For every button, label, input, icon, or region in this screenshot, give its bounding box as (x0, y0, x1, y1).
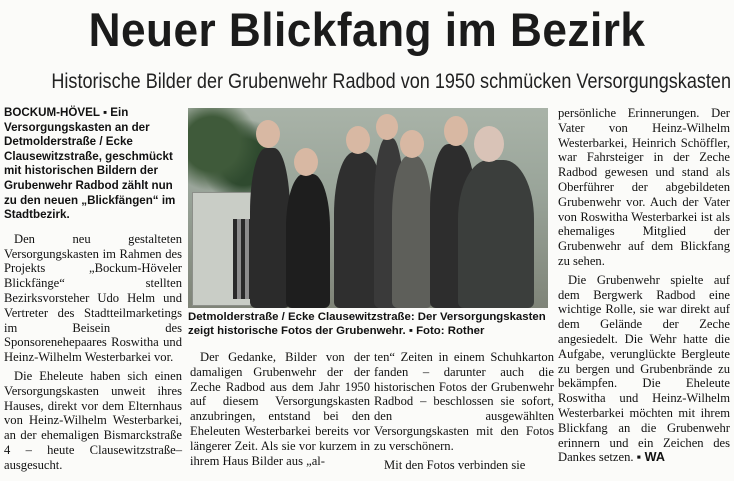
article-column-1 (4, 106, 182, 473)
body-paragraph: Der Gedanke, Bilder von der damaligen Grubenwehr der der Zeche Radbod aus dem Jahr 1950 auf diesem Versorgungskasten anzubringen, entstand bei den Eheleuten Westerbarkei bereits vor längerer Zeit. Als sie vor kurzem in ihrem Haus Bilder aus „al- (190, 350, 370, 468)
body-paragraph: Den neu gestalteten Versorgungskasten im Rahmen des Projekts „Bockum-Höveler Blickfänge“ stellten Bezirksvorsteher Udo Helm und Vertreter des Stadtteilmarketings im Beisein des Sponsorenehepaares Roswitha und Heinz-Wilhelm Westerbarkei vor. (4, 231, 182, 365)
article-column-4 (558, 106, 730, 465)
photo-caption: Detmolderstraße / Ecke Clausewitzstraße: Der Versorgungskasten zeigt historische Fotos der Grubenwehr. ▪ Foto: Rother (188, 311, 546, 337)
body-paragraph: Die Eheleute haben sich einen Versorgungskasten unweit ihres Hauses, direkt vor dem Elternhaus von Heinz-Wilhelm Westerbarkei, an der ehemaligen Bismarckstraße 4 – heute Clausewitzstraße– ausgesucht. (4, 368, 182, 472)
group-photo (188, 108, 548, 308)
body-paragraph: persönliche Erinnerungen. Der Vater von Heinz-Wilhelm Westerbarkei, Heinrich Schöffler, war Fahrsteiger in der Zeche Radbod gewesen und stand als Oberführer der abgebildeten Grubenwehr vor. Auch der Vater von Roswitha Westerbarkei ist als ehemaliges Mitglied der Grubenwehr auf dem Blickfang zu sehen. (558, 106, 730, 268)
article-column-3 (374, 350, 554, 472)
body-paragraph (558, 273, 730, 465)
author-signature: ▪ WA (636, 450, 665, 465)
body-text: Die Grubenwehr spielte auf dem Bergwerk Radbod eine wichtige Rolle, sie war direkt auf dem Gelände der Zeche angesiedelt. Die Wehr hatte die Aufgabe, verunglückte Bergleute zu bergen und Grubenbrände zu bekämpfen. Die Eheleute Roswitha und Heinz-Wilhelm Westerbarkei möchten mit ihrem Blickfang an die Grubenwehr erinnern und ein Zeichen des Dankes setzen. (558, 272, 730, 465)
body-paragraph: Mit den Fotos verbinden sie (384, 457, 526, 472)
article-column-2 (190, 350, 370, 468)
headline: Neuer Blickfang im Bezirk (88, 3, 646, 56)
body-paragraph: ten“ Zeiten in einem Schuhkarton fanden – darunter auch die historischen Fotos der Grubenwehr Radbod – beschlossen sie sofort, den ausgewählten Versorgungskasten mit den Fotos zu verschönern. (374, 350, 554, 453)
subheadline: Historische Bilder der Grubenwehr Radbod von 1950 schmücken Versorgungskasten (51, 70, 732, 93)
lead-paragraph: BOCKUM-HÖVEL ▪ Ein Versorgungskasten an der Detmolderstraße / Ecke Clausewitzstraße, geschmückt mit historischen Bildern der Grubenwehr Radbod zählt nun zu den neuen „Blickfängen“ im Stadtbezirk. (4, 106, 176, 222)
